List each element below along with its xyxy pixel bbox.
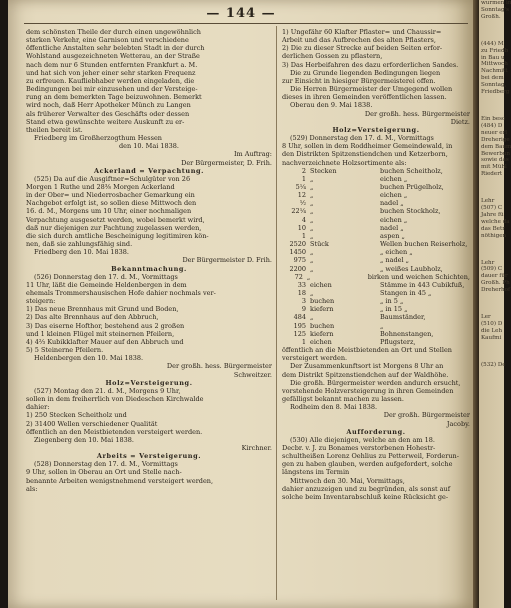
next-page-line: (509) C [481, 266, 503, 273]
unit-cell: kiefern [310, 305, 334, 314]
text-line: benannte Arbeiten wenigstnehmend versteigert werden, [26, 476, 214, 485]
quantity-cell: 975 [293, 256, 306, 265]
unit-cell: Stück [310, 240, 329, 249]
text-line: Der Bürgermeister D. Frih. [182, 256, 272, 265]
next-page-line: Sonntag, [481, 82, 507, 89]
text-line: gen zu haben glauben, werden aufgefordert, solche [282, 460, 453, 469]
quantity-cell: 3 [301, 297, 306, 306]
text-line: 2) Das alte Brennhaus auf den Abbruch, [26, 313, 159, 322]
table-row [282, 322, 470, 330]
wood-type-cell: Bohnenstangen, [380, 329, 434, 338]
unit-cell: „ [310, 223, 314, 232]
next-page-line: Lehr [481, 198, 495, 205]
wood-type-cell: Stämme in 443 Cubikfuß, [380, 280, 465, 289]
wood-type-cell: „ weißes Laubholz, [380, 264, 443, 273]
next-page-line: zu Friedb [481, 47, 509, 54]
table-row [282, 297, 470, 305]
next-page-line: nöthigen [481, 232, 507, 239]
next-page-line: Lehr [481, 259, 495, 266]
section-heading: Aufforderung. [346, 427, 406, 436]
section-heading: Holz=Versteigerung. [332, 125, 420, 134]
unit-cell: „ [310, 256, 314, 265]
table-row [282, 191, 470, 199]
text-line: Friedberg den 10. Mai 1838. [34, 248, 129, 257]
text-line: Jacoby. [446, 419, 470, 428]
quantity-cell: 1 [301, 174, 306, 183]
next-page-line: Dreherige [481, 136, 510, 143]
wood-type-cell: buchen Stockholz, [380, 207, 441, 216]
text-line: die sich durch amtliche Bescheinigung legitimiren kön- [26, 231, 209, 240]
wood-type-cell: „ in 15 „ [380, 305, 408, 314]
text-line: 2) 31400 Wellen verschiedener Qualität [26, 419, 158, 428]
text-line: Decbr. v. J. zu Bonames verstorbenen Hohestr- [282, 443, 436, 452]
wood-type-cell: Baumständer, [380, 313, 426, 322]
next-page-gap [479, 178, 504, 198]
next-page-line: Dreherhof [481, 287, 511, 294]
next-page-line: Kaufmi [481, 334, 502, 341]
text-line: öffentliche Anstalten sehr belebten Stadt in der durch [26, 44, 205, 53]
header-rule [24, 23, 468, 24]
unit-cell: „ [310, 264, 314, 273]
table-row [282, 289, 470, 297]
table-row [282, 167, 470, 175]
text-line: als früherer Verwalter des Geschäfts oder dessen [26, 109, 190, 118]
text-line: Heldenbergen den 10. Mai 1838. [34, 354, 144, 363]
table-row [282, 273, 470, 281]
text-line: 3) Das eiserne Hofthor, bestehend aus 2 großen [26, 321, 185, 330]
text-line: vorstehende Holzversteigerung in ihren Gemeinden [282, 386, 454, 395]
unit-cell: „ [310, 174, 314, 183]
text-line: Der großh. Bürgermeister [383, 411, 470, 420]
text-line: nachverzeichnete Holzsortimente als: [282, 158, 407, 167]
quantity-cell: 2200 [289, 264, 306, 273]
text-line: 9 Uhr, sollen in Oberau an Ort und Stelle nach- [26, 468, 182, 477]
wood-type-cell: nadel „ [380, 223, 404, 232]
unit-cell: Stecken [310, 166, 337, 175]
text-line: wird noch, daß Herr Apotheker Münch zu Langen [26, 101, 191, 110]
next-page-gap [479, 240, 504, 260]
wood-type-cell: Wellen buchen Reiserholz, [380, 240, 468, 249]
quantity-cell: 2520 [289, 240, 306, 249]
unit-cell: „ [310, 207, 314, 216]
text-line: Nachgebot erfolgt ist, so sollen diese Mittwoch den [26, 199, 197, 208]
next-page-line: die Leh [481, 327, 503, 334]
quantity-cell: 9 [301, 305, 306, 314]
next-page-line: Nachmitt [481, 68, 508, 75]
unit-cell: „ [310, 182, 314, 191]
next-page-line: Riedert [481, 171, 503, 178]
next-page-line: Friedberg [481, 89, 510, 96]
quantity-cell: 484 [293, 313, 306, 322]
text-line: 1) Ungefähr 60 Klafter Pflaster= und Chaussir= [282, 28, 442, 36]
text-line: ehemals Trommershausischen Hofe dahier nochmals ver- [26, 289, 216, 297]
quantity-cell: 33 [297, 280, 306, 289]
unit-cell: „ [310, 215, 314, 224]
text-line: Verpachtung ausgesetzt werden, wobei bemerkt wird, [26, 215, 205, 224]
text-line: steigern: [26, 297, 56, 306]
text-line: theilen bereit ist. [26, 125, 83, 134]
text-line: Kirchner. [241, 443, 272, 452]
text-line: zu erfreuen. Kaufliebhaber werden eingeladen, die [26, 76, 195, 85]
next-page-line: (532) De [481, 361, 506, 368]
next-page-line: neuer erl [481, 129, 508, 136]
text-line: und 1 kleinen Flügel mit steinernen Pfeilern, [26, 329, 175, 338]
text-line: schultheißen Lorenz Oehlius zu Petterweil, Forderun- [282, 452, 459, 461]
next-page-gap [479, 96, 504, 116]
text-line: 8 Uhr, sollen in dem Roddheimer Gemeindewald, in [282, 142, 453, 151]
right-column-bottom [282, 346, 470, 501]
text-line: versteigert werden. [282, 354, 348, 363]
text-line: den Distrikten Spitzenstiendchen und Ketzerborn, [282, 150, 448, 159]
quantity-cell: ½ [299, 199, 306, 208]
table-row [282, 265, 470, 273]
text-line: (527) Montag den 21. d. M., Morgens 9 Uhr, [34, 386, 181, 395]
next-page-line: mit Mühl [481, 164, 507, 171]
wood-type-cell: Pflugsterz, [380, 337, 416, 346]
wood-type-cell: Stangen in 45 „ [380, 289, 432, 297]
text-line: Der Bürgermeister, D. Frih. [181, 158, 272, 167]
text-line: dem schönsten Theile der durch einen ungewöhnlich [26, 28, 201, 36]
unit-cell: „ [310, 191, 314, 200]
text-line: öffentlich an die Meistbietenden an Ort und Stellen [282, 346, 452, 355]
text-line: 16. d. M., Morgens um 10 Uhr, einer nochmaligen [26, 207, 192, 216]
next-page-line: bei dem [481, 75, 504, 82]
text-line: (529) Donnerstag den 17. d. M., Vormittags [290, 134, 434, 143]
text-line: starken Verkehr, eine Garnison und verschiedene [26, 36, 189, 45]
table-row [282, 183, 470, 191]
text-line: und hat sich von jeher einer sehr starken Frequenz [26, 68, 196, 77]
column-divider [276, 26, 277, 600]
wood-type-cell: eichen „ [380, 174, 408, 183]
table-row [282, 232, 470, 240]
text-line: längstens im Termin [282, 468, 350, 477]
text-line: (528) Donnerstag den 17. d. M., Vormittags [34, 460, 178, 469]
wood-type-cell: aspen „ [380, 231, 405, 240]
next-page-line: Mittwoch [481, 61, 508, 68]
quantity-cell: 18 [297, 289, 306, 297]
text-line: dieses in ihren Gemeinden veröffentlichen lassen. [282, 93, 447, 102]
quantity-cell: 4 [301, 215, 306, 224]
next-page-gap [479, 21, 504, 41]
quantity-cell: 12 [297, 191, 306, 200]
right-column-top [282, 28, 470, 167]
text-line: gefälligst bekannt machen zu lassen. [282, 395, 404, 404]
next-page-line: (507) C [481, 205, 503, 212]
text-line: dahier: [26, 403, 50, 412]
unit-cell: „ [310, 289, 314, 297]
text-line: nen, daß sie zahlungsfähig sind. [26, 240, 133, 249]
wood-type-cell: „ nadel „ [380, 256, 410, 265]
table-row [282, 175, 470, 183]
next-page-line: Großh. [481, 13, 501, 20]
text-line: Die zu Grunde liegenden Bedingungen liegen [290, 68, 441, 77]
wood-type-cell: „ in 5 „ [380, 297, 404, 306]
unit-cell: „ [310, 199, 314, 208]
text-line: Dietz. [450, 117, 470, 126]
text-line: Der großh. hess. Bürgermeister [166, 362, 272, 371]
text-line: 3) Das Herbeifahren des dazu erforderlichen Sandes. [282, 60, 459, 69]
unit-cell: „ [310, 231, 314, 240]
wood-type-cell: „ [380, 321, 384, 330]
left-column [26, 28, 272, 493]
table-row [282, 207, 470, 215]
text-line: als: [26, 484, 38, 493]
quantity-cell: 125 [293, 329, 306, 338]
text-line: Schweitzer. [233, 370, 272, 379]
text-line: dahier anzuzeigen und zu begründen, als sonst auf [282, 484, 451, 493]
text-line: dem Distrikt Spitzenstiendchen auf der Waldhöhe. [282, 370, 449, 379]
section-heading: Ackerland = Verpachtung. [93, 166, 205, 175]
text-line: Im Auftrag: [233, 150, 272, 159]
unit-cell: kiefern [310, 329, 334, 338]
quantity-cell: 5¼ [295, 182, 306, 191]
wood-type-cell: „ eichen „ [380, 248, 413, 257]
table-row [282, 313, 470, 321]
next-page-line: Ein beso [481, 115, 506, 122]
table-row [282, 256, 470, 264]
unit-cell: eichen [310, 280, 332, 289]
unit-cell: „ [306, 272, 311, 281]
text-line: Morgen 1 Ruthe und 28⅜ Morgen Ackerland [26, 182, 175, 191]
text-line: den 10. Mai 1838. [119, 142, 179, 151]
right-column [282, 28, 470, 501]
text-line: Der großh. hess. Bürgermeister [364, 109, 470, 118]
table-row [282, 240, 470, 248]
text-line: 5) 5 Steinerne Pfeilern. [26, 346, 104, 355]
next-page-line: in Bau u [481, 54, 505, 61]
table-row [282, 330, 470, 338]
quantity-cell: 2 [301, 166, 306, 175]
table-row [282, 248, 470, 256]
next-page-line: Ler [481, 314, 491, 321]
unit-cell: buchen [310, 297, 335, 306]
quantity-cell: 22¼ [291, 207, 306, 216]
wood-table [282, 167, 470, 346]
section-heading: Bekanntmachung. [111, 264, 187, 273]
quantity-cell: 1 [301, 337, 306, 346]
next-page-line: Großh. Ph [481, 280, 510, 287]
unit-cell: „ [310, 313, 314, 322]
next-page-gap [479, 342, 504, 362]
text-line: sollen in dem freiherrlich von Diedeschen Kirchwalde [26, 395, 204, 404]
text-line: Arbeit und das Aufbrechen des alten Pflasters, [282, 36, 436, 45]
newspaper-page [8, 0, 474, 608]
text-line: Bedingungen bei mir einzusehen und der Versteige- [26, 85, 198, 94]
next-page-line: (484) D [481, 122, 503, 129]
text-line: (530) Alle diejenigen, welche an den am 18. [290, 435, 435, 444]
wood-type-cell: nadel „ [380, 199, 404, 208]
text-line: zur Einsicht in hiesiger Bürgermeisterei offen. [282, 76, 436, 85]
next-page-line: Jahre fü [481, 211, 504, 218]
wood-type-cell: buchen Scheitholz, [380, 166, 443, 175]
text-line: 1) 250 Stecken Scheitholz und [26, 411, 127, 420]
wood-type-cell: buchen Prügelholz, [380, 182, 444, 191]
table-row [282, 281, 470, 289]
quantity-cell: 1 [301, 231, 306, 240]
text-line: Stand etwa gewünschte weitere Auskunft zu er- [26, 117, 185, 126]
wood-type-cell: eichen „ [380, 215, 408, 224]
quantity-cell: 72 [294, 272, 303, 281]
text-line: 2) Die zu dieser Strecke auf beiden Seiten erfor- [282, 44, 443, 53]
text-line: nach dem nur 6 Stunden entfernten Frankfurt a. M. [26, 60, 198, 69]
next-page-line: dauer für [481, 273, 508, 280]
next-page-line: sowie das [481, 157, 509, 164]
wood-type-cell: birken und weichen Schichten, [367, 272, 470, 281]
section-heading: Holz=Versteigerung. [105, 378, 193, 387]
text-line: Oberau den 9. Mai 1838. [290, 101, 373, 110]
text-line: 4) 4⅔ Kubikklafter Mauer auf den Abbruch und [26, 337, 184, 346]
text-line: Mittwoch den 30. Mai, Vormittags, [290, 476, 405, 485]
text-line: 1) Das neue Brennhaus mit Grund und Boden, [26, 305, 179, 314]
table-row [282, 338, 470, 346]
next-page-line: das Betr [481, 225, 505, 232]
next-page-line: (444) M [481, 40, 504, 47]
table-row [282, 305, 470, 313]
next-page-gap [479, 294, 504, 314]
text-line: derlichen Gossen zu pflastern, [282, 52, 383, 61]
quantity-cell: 1450 [289, 248, 306, 257]
text-line: Ziegenberg den 10. Mai 1838. [34, 435, 134, 444]
next-page-edge [479, 0, 511, 608]
text-line: rung an dem bemerkten Tage beizuwohnen. Bemerkt [26, 93, 202, 102]
next-page-line: welche da [481, 218, 510, 225]
next-page-line: wurmen in [481, 0, 511, 6]
table-row [282, 224, 470, 232]
text-line: Die Herren Bürgermeister der Umgegend wollen [290, 85, 453, 94]
next-page-line: Sonntag's [481, 6, 509, 13]
text-line: daß nur diejenigen zur Pachtung zugelassen werden, [26, 223, 202, 232]
text-line: Die großh. Bürgermeister werden andurch ersucht, [290, 378, 461, 387]
page-number: — 144 — [206, 6, 276, 21]
text-line: (525) Da auf die Ausgiftner=Schulgüter von 26 [34, 174, 191, 183]
unit-cell: eichen [310, 337, 332, 346]
text-line: 11 Uhr, läßt die Gemeinde Heldenbergen in dem [26, 280, 187, 289]
table-row [282, 216, 470, 224]
table-row [282, 199, 470, 207]
unit-cell: „ [310, 248, 314, 257]
next-page-line: Bewerbun [481, 150, 510, 157]
text-line: Friedberg im Großherzogthum Hessen [34, 134, 162, 143]
text-line: Rodheim den 8. Mai 1838. [290, 403, 378, 412]
wood-type-cell: eichen „ [380, 191, 408, 200]
quantity-cell: 10 [297, 223, 306, 232]
quantity-cell: 195 [293, 321, 306, 330]
section-heading: Arbeits = Versteigerung. [96, 452, 202, 461]
unit-cell: buchen [310, 321, 335, 330]
text-line: Der Zusammenkunftsort ist Morgens 8 Uhr an [290, 362, 444, 371]
text-line: (526) Donnerstag den 17. d. M., Vormittags [34, 272, 178, 281]
text-line: solche beim Inventarabschluß keine Rücksicht ge- [282, 492, 449, 501]
text-line: in der Ober= und Niederrosbacher Gemarkung ein [26, 191, 195, 200]
next-page-line: dem Baum [481, 143, 511, 150]
text-line: Wohlstand ausgezeichneten Wetterau, an der Straße [26, 52, 200, 61]
next-page-line: (510) D [481, 321, 503, 327]
text-line: öffentlich an den Meistbietenden versteigert werden. [26, 427, 203, 436]
